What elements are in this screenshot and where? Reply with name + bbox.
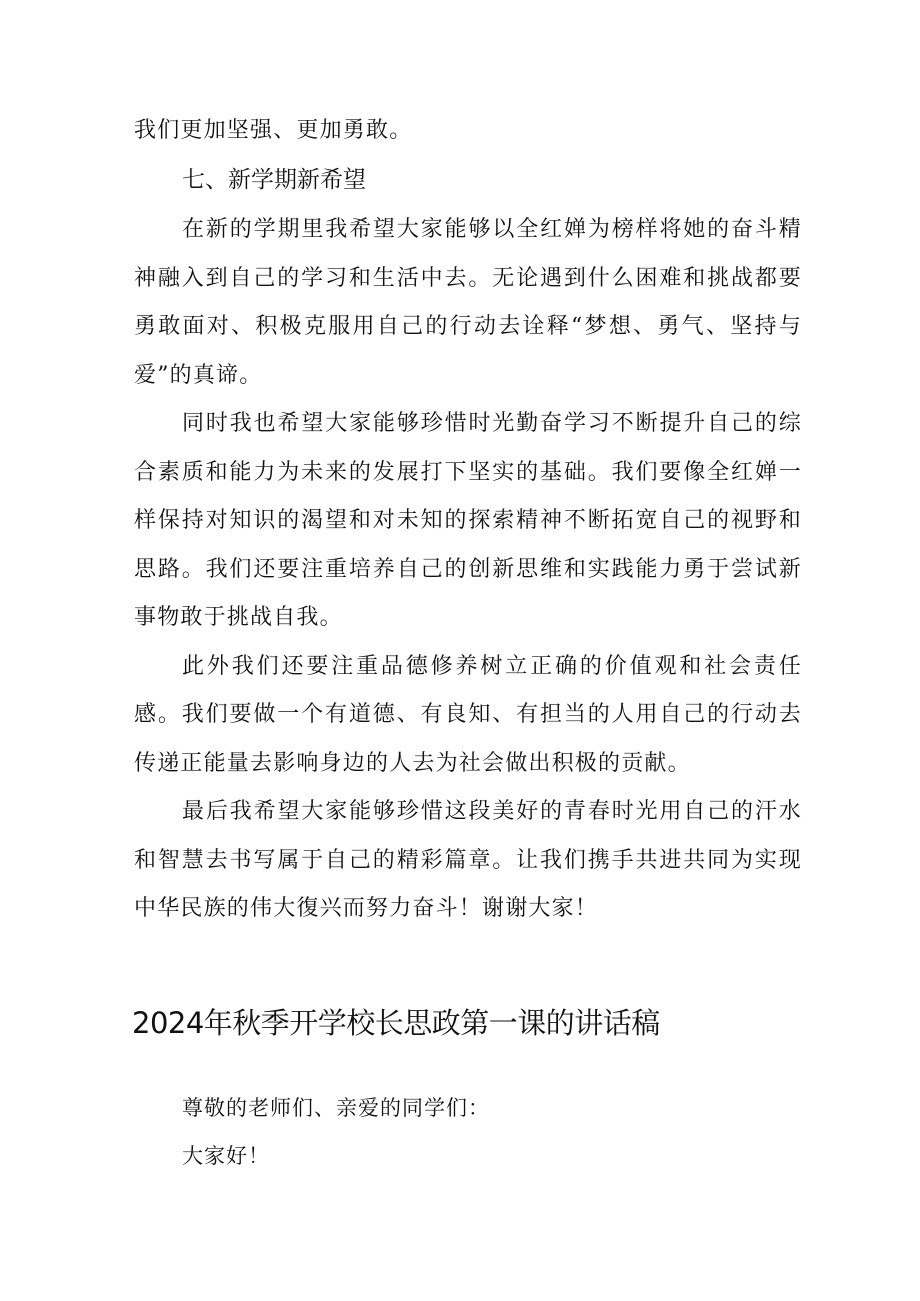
section-heading: 七、新学期新希望	[182, 167, 366, 193]
continuation-line: 我们更加坚强、更加勇敢。	[134, 118, 413, 143]
paragraph-2: 同时我也希望大家能够珍惜时光勤奋学习不断提升自己的综合素质和能力为未来的发展打下坚实的基础。我们要像全红婵一样保持对知识的渴望和对未知的探索精神不断拓宽自己的视野和思路。我们还要注重培养自己的创新思维和实践能力勇于尝试新事物敢于挑战自我。	[134, 411, 802, 630]
paragraph-1: 在新的学期里我希望大家能够以全红婵为榜样将她的奋斗精神融入到自己的学习和生活中去。无论遇到什么困难和挑战都要勇敢面对、积极克服用自己的行动去诠释“梦想、勇气、坚持与爱”的真谛。	[134, 217, 802, 388]
salutation: 尊敬的老师们、亲爱的同学们：	[182, 1096, 490, 1120]
document-title: 2024年秋季开学校长思政第一课的讲话稿	[132, 1006, 660, 1040]
paragraph-4: 最后我希望大家能够珍惜这段美好的青春时光用自己的汗水和智慧去书写属于自己的精彩篇章。让我们携手共进共同为实现中华民族的伟大復兴而努力奋斗！谢谢大家！	[134, 799, 802, 921]
greeting: 大家好！	[182, 1144, 270, 1168]
body-paragraphs	[134, 206, 802, 934]
paragraph-3: 此外我们还要注重品德修养树立正确的价值观和社会责任感。我们要做一个有道德、有良知、有担当的人用自己的行动去传递正能量去影响身边的人去为社会做出积极的贡献。	[134, 653, 802, 776]
